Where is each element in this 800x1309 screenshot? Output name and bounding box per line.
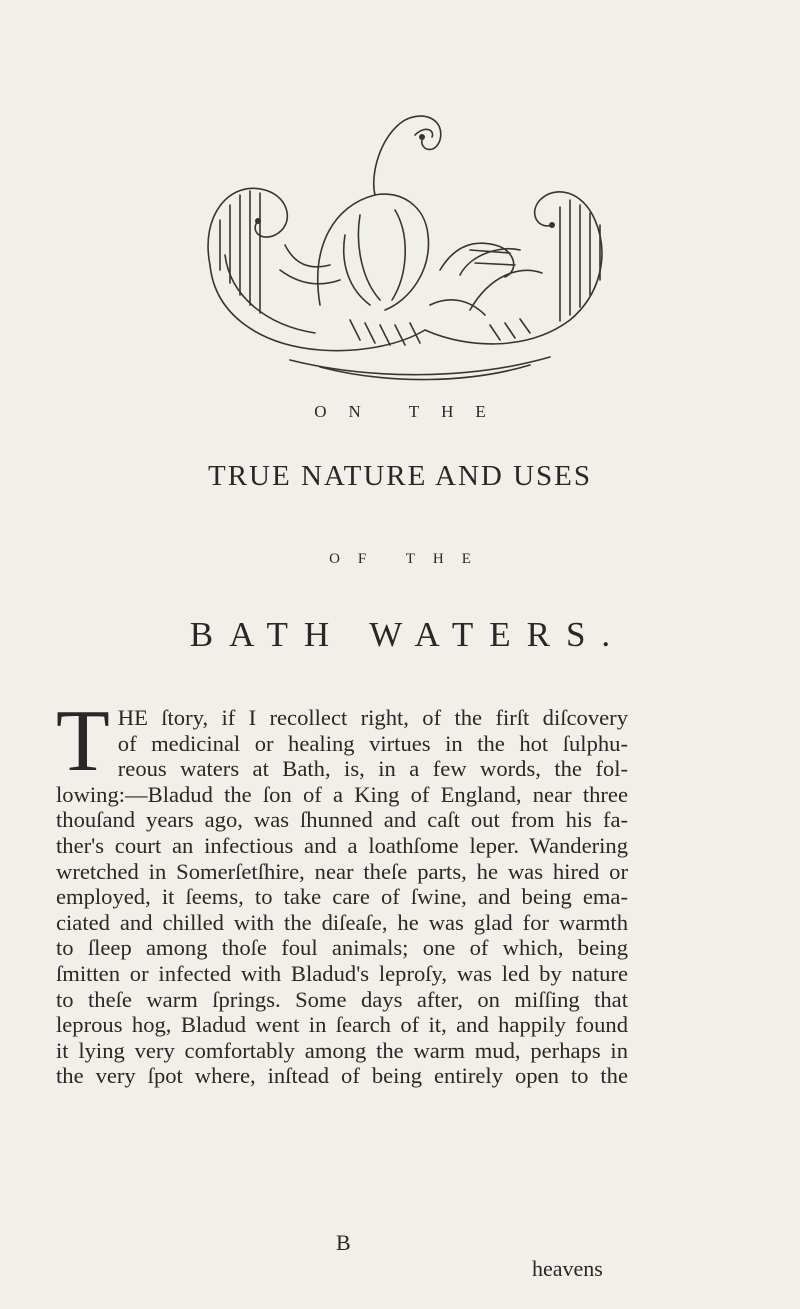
- text-line: ciated and chilled with the diſeaſe, he was glad for warmth: [56, 909, 628, 935]
- text-line: thouſand years ago, was ſhunned and caſt out from his fa-: [56, 807, 628, 833]
- title-bath-waters: BATH WATERS.: [189, 615, 627, 654]
- text-line: of medicinal or healing virtues in the hot ſulphu-: [117, 730, 628, 756]
- text-line: ther's court an infectious and a loathſome leper. Wandering: [56, 832, 628, 858]
- title-true-nature-and-uses: TRUE NATURE AND USES: [208, 460, 592, 492]
- text-line: employed, it ſeems, to take care of ſwine, and being ema-: [56, 884, 628, 910]
- text-line: to theſe warm ſprings. Some days after, on miſſing that: [56, 986, 628, 1012]
- text-line: HE ſtory, if I recollect right, of the firſt diſcovery: [117, 705, 628, 730]
- text-line: leprous hog, Bladud went in ſearch of it, and happily found: [56, 1012, 628, 1038]
- decorative-vase-ornament-icon: [170, 95, 630, 395]
- drop-cap: T: [56, 693, 110, 790]
- title-on-the: ON THE: [314, 402, 508, 421]
- text-line: wretched in Somerſetſhire, near theſe parts, he was hired or: [56, 858, 628, 884]
- text-line: ſmitten or infected with Bladud's leproſy, was led by nature: [56, 960, 628, 986]
- title-of-the: OF THE: [329, 551, 489, 567]
- text-line: lowing:—Bladud the ſon of a King of England, near three: [56, 781, 628, 807]
- text-line: the very ſpot where, inſtead of being entirely open to the: [56, 1063, 628, 1089]
- catchword: heavens: [532, 1256, 603, 1281]
- text-line: it lying very comfortably among the warm mud, perhaps in: [56, 1037, 628, 1063]
- text-line: reous waters at Bath, is, in a few words, the fol-: [117, 756, 628, 782]
- body-paragraph: [56, 693, 628, 1089]
- signature-mark: B: [336, 1230, 351, 1255]
- text-line: to ſleep among thoſe foul animals; one of which, being: [56, 935, 628, 961]
